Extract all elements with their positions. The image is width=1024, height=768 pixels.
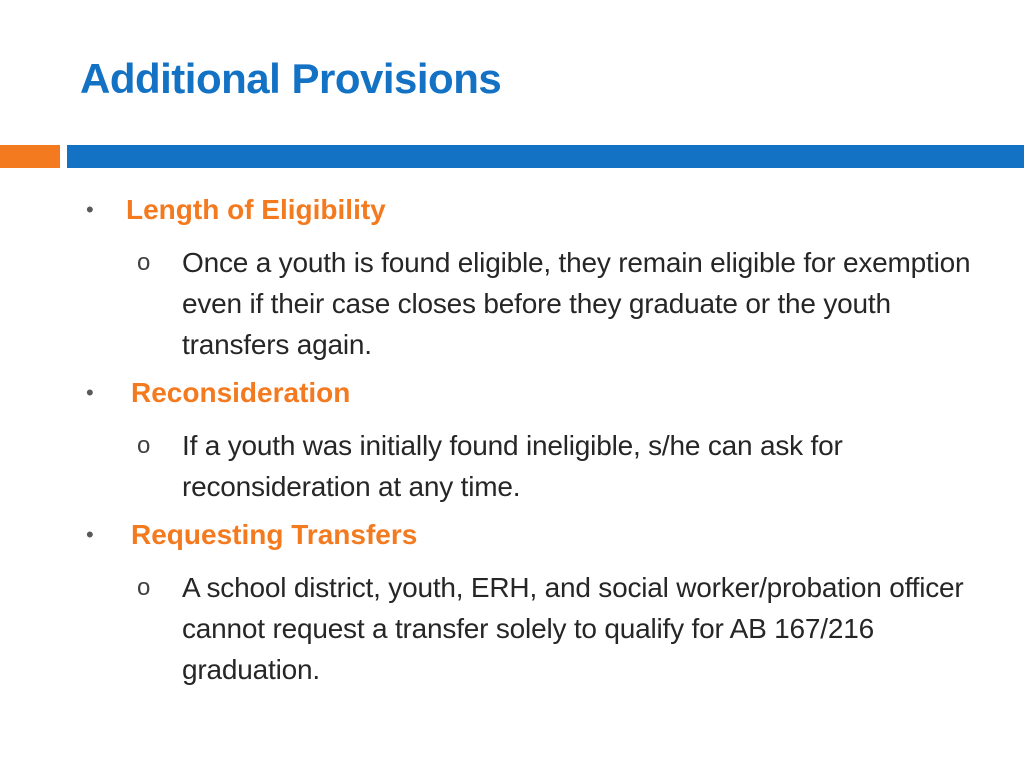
- sub-bullet-icon: o: [137, 574, 151, 601]
- bullet-item-length-of-eligibility: [0, 190, 1024, 365]
- bullet-heading: Requesting Transfers: [131, 519, 418, 550]
- slide-content: [0, 190, 1024, 698]
- bullet-heading: Length of Eligibility: [126, 194, 386, 225]
- bullet-item-requesting-transfers: [0, 515, 1024, 690]
- sub-bullet-text: If a youth was initially found ineligible, s/he can ask for reconsideration at any time.: [182, 430, 843, 502]
- sub-bullet-text: A school district, youth, ERH, and social worker/probation officer cannot request a transfer solely to qualify for AB 167/216 graduation.: [182, 572, 964, 685]
- sub-bullet-icon: o: [137, 249, 151, 276]
- bullet-item-reconsideration: [0, 373, 1024, 507]
- bullet-icon: •: [86, 522, 94, 547]
- bullet-heading: Reconsideration: [131, 377, 351, 408]
- slide-title: Additional Provisions: [80, 55, 502, 102]
- orange-accent-bar: [0, 145, 60, 168]
- bullet-icon: •: [86, 197, 94, 222]
- blue-divider-bar: [67, 145, 1024, 168]
- sub-bullet-text: Once a youth is found eligible, they remain eligible for exemption even if their case closes before they graduate or the youth transfers again.: [182, 247, 971, 360]
- bullet-icon: •: [86, 380, 94, 405]
- sub-bullet-icon: o: [137, 432, 151, 459]
